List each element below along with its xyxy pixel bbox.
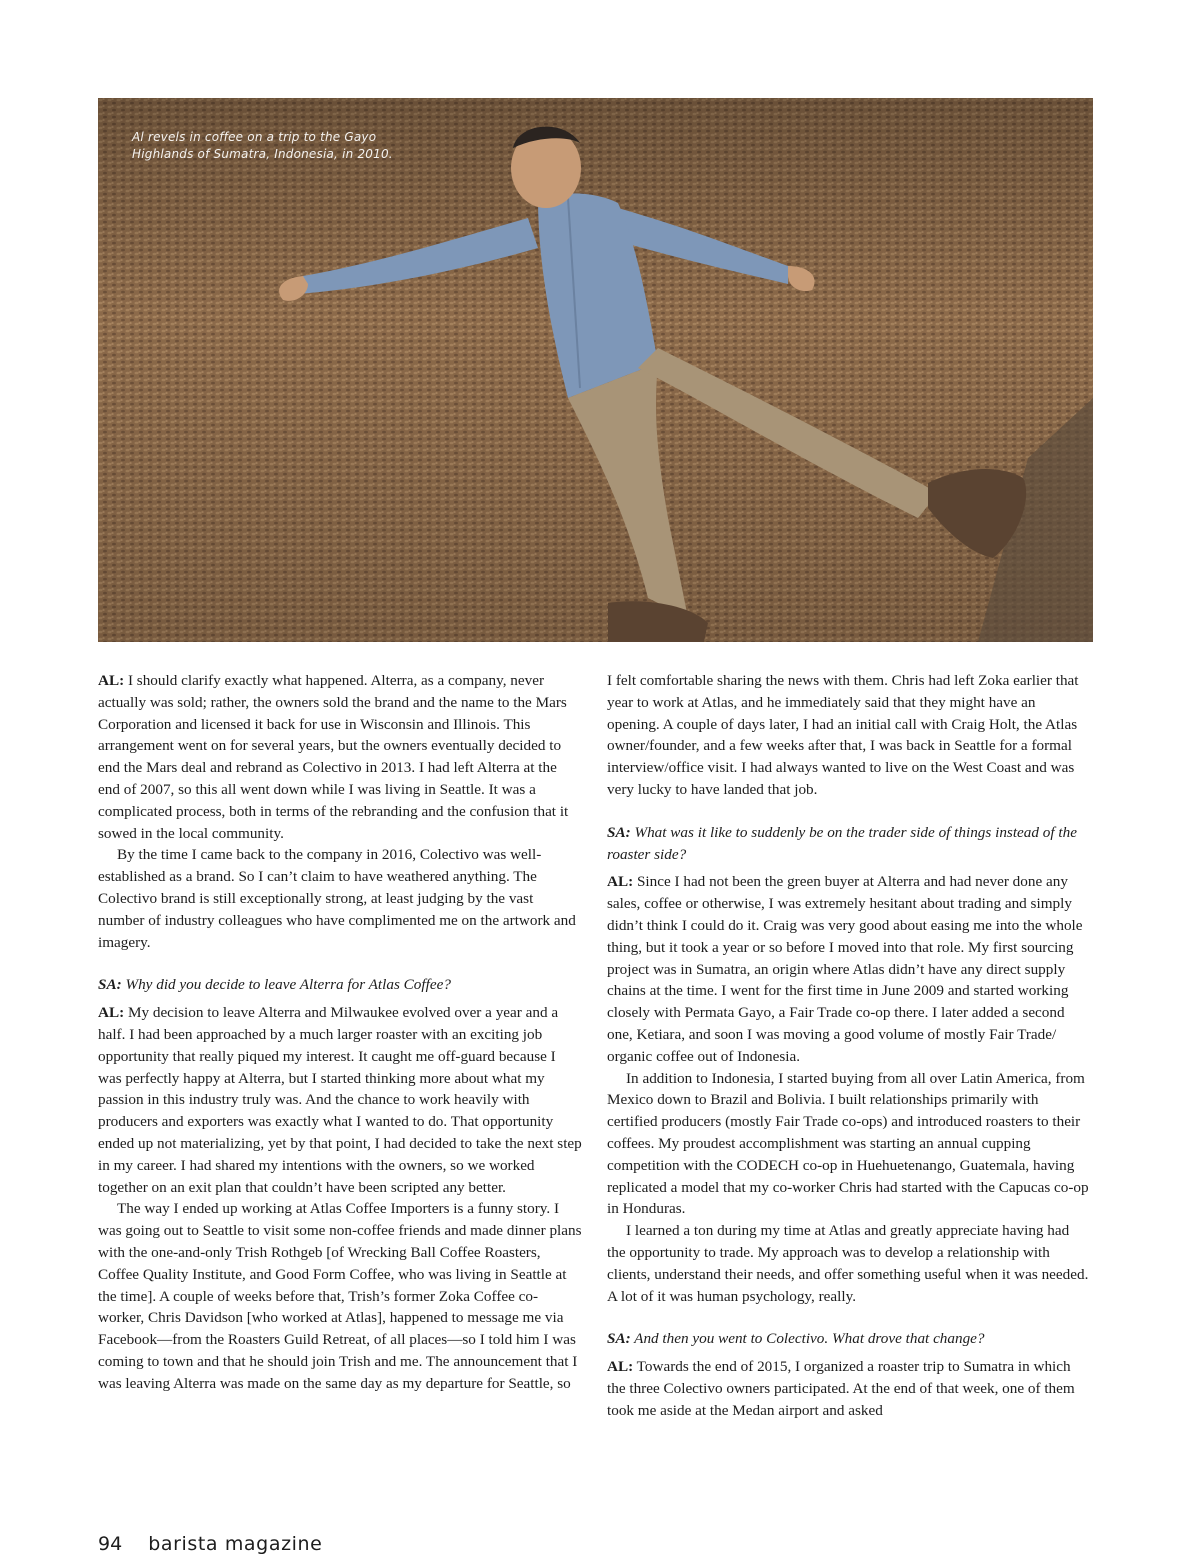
speaker-label: AL: xyxy=(607,1358,634,1376)
paragraph-text: I should clarify exactly what happened. Alterra, as a company, never actually was sold; rather, the owners sold the brand and the name to the Mars Corporation and licensed it back for use in Wisconsin and Illinois. This arrangement went on for several years, but the owners eventually decided to end the Mars deal and rebrand as Colectivo in 2013. I had left Alterra at the end of 2007, so this all went down while I was living in Seattle. It was a complicated process, both in terms of the rebranding and the confusion that it sowed in the local community. xyxy=(98,672,569,842)
paragraph: In addition to Indonesia, I started buying from all over Latin America, from Mexico down to Brazil and Bolivia. I built relationships primarily with certified producers (mostly Fair Trade co-ops) and introduced roasters to their coffees. My proudest accomplishment was starting an annual cupping competition with the CODECH co-op in Huehuetenango, Guatemala, having replicated a model that my co-worker Chris had started with the Capucas co-op in Honduras. xyxy=(607,1069,1089,1218)
article-column-right xyxy=(607,670,1091,1422)
paragraph-text: My decision to leave Alterra and Milwaukee evolved over a year and a half. I had been approached by a much larger roaster with an exciting job opportunity that really piqued my interest. It caught me off-guard because I was perfectly happy at Alterra, but I started thinking more about what my passion in this industry truly was. And the chance to work heavily with producers and exporters was exactly what I wanted to do. That opportunity ended up not materializing, yet by that point, I had decided to take the next step in my career. I had shared my intentions with the owners, so we worked together on an exit plan that couldn’t have been scripted any better. xyxy=(98,1004,582,1196)
magazine-name: barista magazine xyxy=(148,1533,323,1555)
speaker-label: AL: xyxy=(607,873,634,891)
speaker-label: SA: xyxy=(607,1330,631,1348)
question-paragraph xyxy=(98,974,582,996)
answer-paragraph xyxy=(607,1356,1091,1421)
page-number: 94 xyxy=(98,1533,123,1555)
coffee-pile-illustration xyxy=(98,98,1093,642)
paragraph: By the time I came back to the company in 2016, Colectivo was well-established as a brand. So I can’t claim to have weathered anything. The Colectivo brand is still exceptionally strong, at least judging by the vast number of industry colleagues who have complimented me on the artwork and imagery. xyxy=(98,846,576,951)
answer-paragraph xyxy=(607,871,1091,1067)
paragraph: The way I ended up working at Atlas Coffee Importers is a funny story. I was going out to Seattle to visit some non-coffee friends and made dinner plans with the one-and-only Trish Rothgeb [of Wrecking Ball Coffee Roasters, Coffee Quality Institute, and Good Form Coffee, who was living in Seattle at the time]. A couple of weeks before that, Trish’s former Zoka Coffee co-worker, Chris Davidson [who worked at Atlas], happened to message me via Facebook—from the Roasters Guild Retreat, of all places—so I told him I was coming to town and that he should join Trish and me. The announcement that I was leaving Alterra was made on the same day as my departure for Seattle, so xyxy=(98,1200,582,1392)
question-paragraph xyxy=(607,822,1091,866)
speaker-label: SA: xyxy=(607,823,631,841)
paragraph-text: Towards the end of 2015, I organized a roaster trip to Sumatra in which the three Colectivo owners participated. At the end of that week, one of them took me aside at the Medan airport and asked xyxy=(607,1358,1075,1419)
speaker-label: SA: xyxy=(98,976,122,994)
answer-paragraph xyxy=(98,1002,582,1198)
paragraph: I felt comfortable sharing the news with them. Chris had left Zoka earlier that year to work at Atlas, and he immediately said that they might have an opening. A couple of days later, I had an initial call with Craig Holt, the Atlas owner/founder, and a few weeks after that, I was back in Seattle for a formal interview/office visit. I had always wanted to live on the West Coast and was very lucky to have landed that job. xyxy=(607,672,1079,798)
feature-photo xyxy=(98,98,1093,642)
article-column-left xyxy=(98,670,582,1395)
page-footer xyxy=(98,1533,322,1555)
paragraph-text: Since I had not been the green buyer at Alterra and had never done any sales, coffee or otherwise, I was extremely hesitant about trading and simply didn’t think I could do it. Craig was very good about easing me into the whole thing, but it took a year or so before I moved into that role. My first sourcing project was in Sumatra, an origin where Atlas didn’t have any direct supply chains at the time. I went for the first time in June 2009 and started working closely with Permata Gayo, a Fair Trade co-op there. I later added a second one, Ketiara, and soon I was moving a good volume of mostly Fair Trade/ organic coffee out of Indonesia. xyxy=(607,873,1083,1065)
speaker-label: AL: xyxy=(98,1004,125,1022)
question-text: Why did you decide to leave Alterra for Atlas Coffee? xyxy=(121,976,451,994)
photo-caption: Al revels in coffee on a trip to the Gayo Highlands of Sumatra, Indonesia, in 2010. xyxy=(132,130,393,161)
question-paragraph xyxy=(607,1328,1091,1350)
answer-paragraph xyxy=(98,670,582,844)
paragraph: I learned a ton during my time at Atlas and greatly appreciate having had the opportunity to trade. My approach was to develop a relationship with clients, understand their needs, and offer something useful when it was needed. A lot of it was human psychology, really. xyxy=(607,1222,1089,1305)
question-text: And then you went to Colectivo. What drove that change? xyxy=(630,1330,985,1348)
question-text: What was it like to suddenly be on the trader side of things instead of the roaster side? xyxy=(607,823,1077,863)
speaker-label: AL: xyxy=(98,672,125,689)
